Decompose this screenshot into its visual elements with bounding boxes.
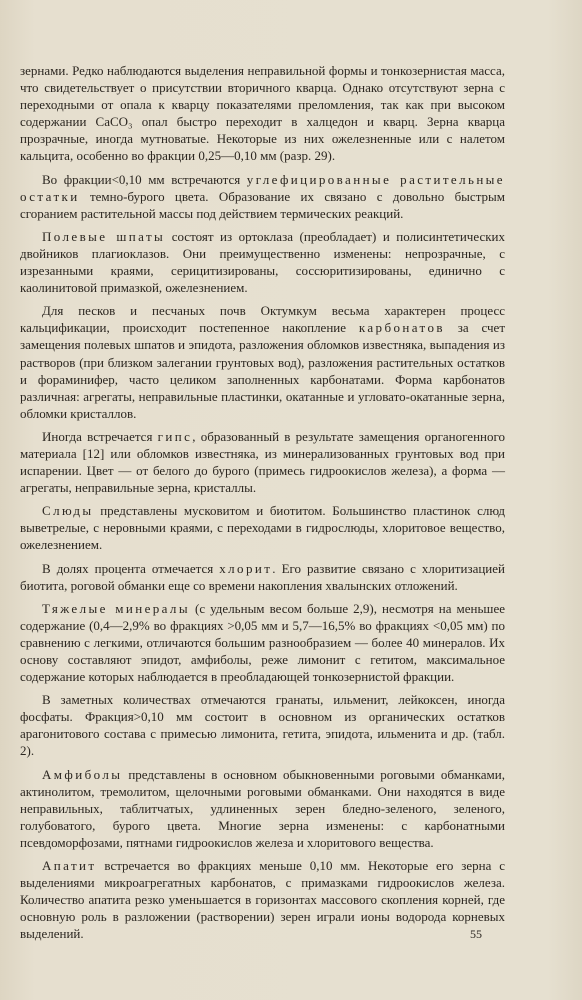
text-run: . Его развитие связано с хлоритизацией биотита, роговой обманки еще со времени накопления хвалынских отложений. (20, 560, 505, 593)
paragraph (20, 766, 505, 851)
paragraph (20, 228, 505, 296)
paragraph (20, 302, 505, 422)
spaced-term: Апатит (42, 858, 97, 874)
body-text (20, 62, 505, 949)
spaced-term: Тяжелые минералы (42, 600, 190, 616)
text-run: Иногда встречается (42, 428, 158, 444)
paragraph (20, 857, 505, 942)
text-run: зернами. Редко наблюдаются выделения неправильной формы и тонкозернистая масса, что свидетельствует о присутствии вторичного кварца. Однако отсутствуют зерна с переходными от опала к кварцу показателями преломления, так как при высоком содержании CaCO₃ опал быстро переходит в халцедон и кварц. Зерна кварца прозрачные, иногда мутноватые. Некоторые из них ожелезненные или с налетом кальцита, особенно во фракции 0,25—0,10 мм (разр. 29). (20, 63, 505, 164)
text-run: темно-бурого цвета. Образование их связано с довольно быстрым сгоранием растительной массы под действием термических реакций. (20, 188, 505, 221)
spaced-term: гипс (157, 428, 193, 444)
page-number: 55 (470, 927, 482, 941)
text-run: В долях процента отмечается (42, 560, 220, 576)
text-run: В заметных количествах отмечаются гранаты, ильменит, лейкоксен, иногда фосфаты. Фракция>0,10 мм состоит в основном из органических остатков арагонитового состава с примесью лимонита, гетита, эпидота, ильменита и др. (табл. 2). (20, 692, 505, 759)
spaced-term: Слюды (42, 503, 94, 519)
spaced-term: хлорит (219, 560, 273, 576)
text-run: за счет замещения полевых шпатов и эпидота, разложения обломков известняка, выпадения из растворов (при близком залегании грунтовых вод), разложения растительных остатков и фораминифер, часто целиком заполненных карбонатами. Форма карбонатов различная: агрегаты, неправильные пластинки, окатанные и угловато-окатанные зерна, обломки кристаллов. (20, 320, 505, 421)
spaced-term: Полевые шпаты (42, 228, 166, 244)
paragraph (20, 62, 505, 165)
text-run: встречается во фракциях меньше 0,10 мм. Некоторые его зерна с выделениями микроагрегатных карбонатов, с примазками гидроокислов железа. Количество апатита резко уменьшается в горизонтах массового скопления корней, где основную роль в разложении (растворении) зерен играли ионы водорода корневых выделений. (20, 858, 505, 942)
spaced-term: углефицированные растительные остатки (20, 171, 505, 204)
text-run: , образованный в результате замещения органогенного материала [12] или обломков известняка, из минерализованных грунтовых вод при испарении. Цвет — от белого до бурого (примесь гидроокислов железа), а форма — агрегаты, неправильные зерна, кристаллы. (20, 428, 505, 496)
paragraph (20, 171, 505, 222)
paragraph (20, 428, 505, 496)
spaced-term: Амфиболы (42, 766, 123, 782)
text-run: состоят из ортоклаза (преобладает) и полисинтетических двойников плагиоклазов. Они преимущественно изменены: непрозрачные, с изрезанными краями, серицитизированы, соссюритизированы, единично с каолинитовой примазкой, ожелезнением. (20, 228, 505, 296)
spaced-term: карбонатов (358, 320, 445, 336)
text-run: (с удельным весом больше 2,9), несмотря на меньшее содержание (0,4—2,9% во фракциях >0,05 мм и 5,7—16,5% во фракциях <0,05 мм) по сравнению с легкими, отличаются большим разнообразием — более 40 минералов. Их основу составляют эпидот, амфиболы, реже лимонит с гетитом, максимальное содержание которых наблюдается в преобладающей тонкозернистой фракции. (20, 600, 505, 685)
text-run: представлены мусковитом и биотитом. Большинство пластинок слюд выветрелые, с неровными краями, с переходами в гидрослюды, хлоритовое вещество, ожелезнением. (20, 503, 505, 553)
paragraph (20, 560, 505, 594)
text-run: Во фракции<0,10 мм встречаются (42, 171, 247, 187)
paragraph (20, 502, 505, 553)
paragraph (20, 691, 505, 759)
text-run: представлены в основном обыкновенными роговыми обманками, актинолитом, тремолитом, щелочными роговыми обманками. Они находятся в виде неправильных, таблитчатых, удлиненных зерен бледно-зеленого, зеленого, голубоватого, бурого цвета. Многие зерна изменены: с карбонатными псевдоморфозами, пятнами гидроокислов железа и хлоритового вещества. (20, 766, 505, 850)
text-run: Для песков и песчаных почв Октумкум весьма характерен процесс кальцификации, происходит постепенное накопление (20, 303, 505, 336)
paragraph (20, 600, 505, 685)
